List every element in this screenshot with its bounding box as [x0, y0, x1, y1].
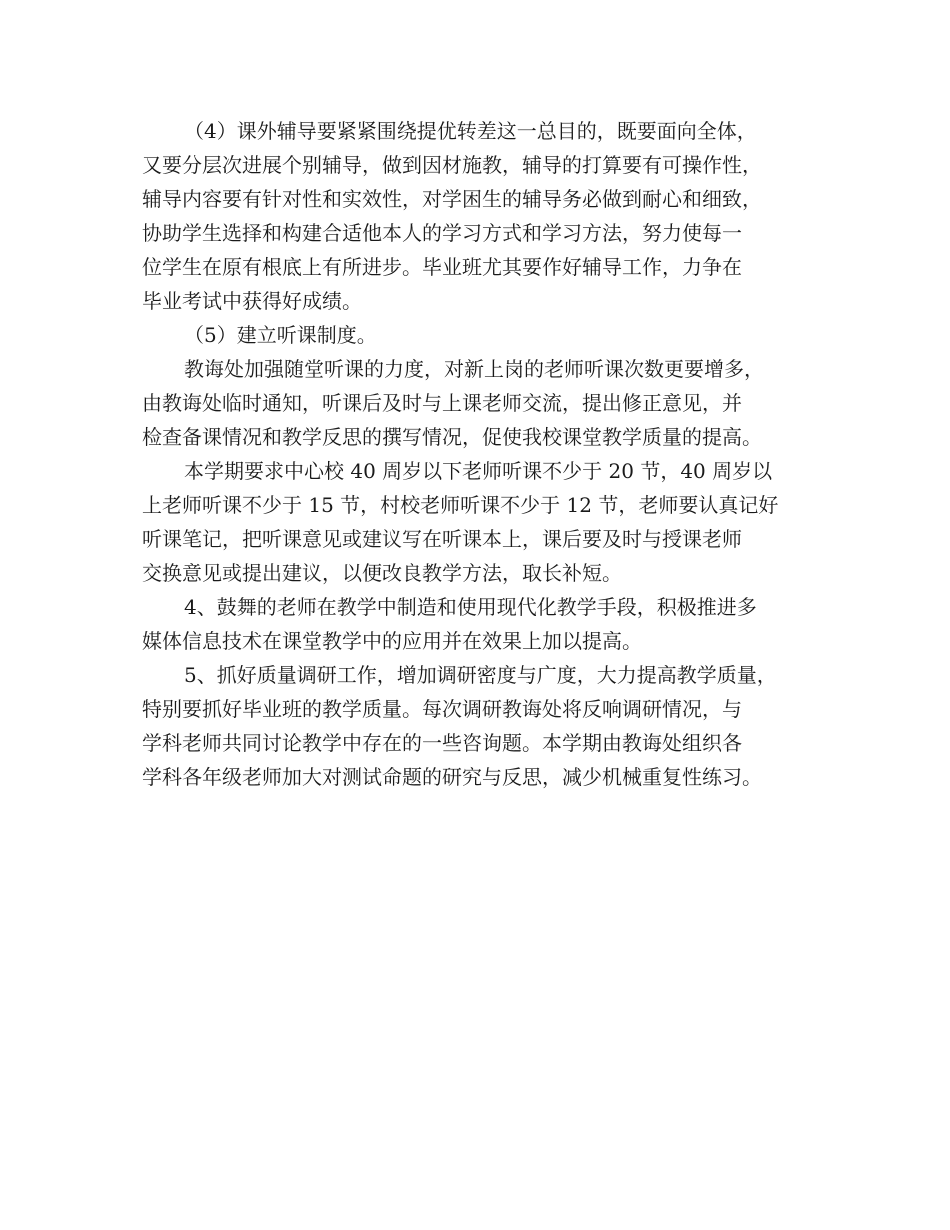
text-line: 辅导内容要有针对性和实效性，对学困生的辅导务必做到耐心和细致，	[142, 187, 762, 211]
text-line: 4、鼓舞的老师在教学中制造和使用现代化教学手段，积极推进多	[184, 595, 757, 619]
text-line: 由教诲处临时通知，听课后及时与上课老师交流，提出修正意见，并	[142, 391, 742, 415]
text-line: 5、抓好质量调研工作，增加调研密度与广度，大力提高教学质量，	[184, 663, 777, 687]
document-body	[142, 114, 822, 794]
text-line: 协助学生选择和构建合适他本人的学习方式和学习方法，努力使每一	[142, 221, 742, 245]
text-line: 又要分层次进展个别辅导，做到因材施教，辅导的打算要有可操作性，	[142, 153, 762, 177]
text-line: 媒体信息技术在课堂教学中的应用并在效果上加以提高。	[142, 629, 642, 653]
text-line: 听课笔记，把听课意见或建议写在听课本上，课后要及时与授课老师	[142, 527, 742, 551]
text-line: 位学生在原有根底上有所进步。毕业班尤其要作好辅导工作，力争在	[142, 255, 742, 279]
text-line: 上老师听课不少于 15 节，村校老师听课不少于 12 节，老师要认真记好	[142, 493, 779, 517]
text-line: 教诲处加强随堂听课的力度，对新上岗的老师听课次数更要增多，	[184, 357, 764, 381]
text-line: 交换意见或提出建议，以便改良教学方法，取长补短。	[142, 561, 622, 585]
text-line: 检查备课情况和教学反思的撰写情况，促使我校课堂教学质量的提高。	[142, 425, 762, 449]
text-line: 特别要抓好毕业班的教学质量。每次调研教诲处将反响调研情况，与	[142, 697, 742, 721]
text-line: （5）建立听课制度。	[184, 323, 377, 347]
text-line: （4）课外辅导要紧紧围绕提优转差这一总目的，既要面向全体，	[184, 119, 757, 143]
text-line: 学科各年级老师加大对测试命题的研究与反思，减少机械重复性练习。	[142, 765, 762, 789]
text-line: 本学期要求中心校 40 周岁以下老师听课不少于 20 节，40 周岁以	[184, 459, 773, 483]
text-line: 毕业考试中获得好成绩。	[142, 289, 362, 313]
text-line: 学科老师共同讨论教学中存在的一些咨询题。本学期由教诲处组织各	[142, 731, 742, 755]
